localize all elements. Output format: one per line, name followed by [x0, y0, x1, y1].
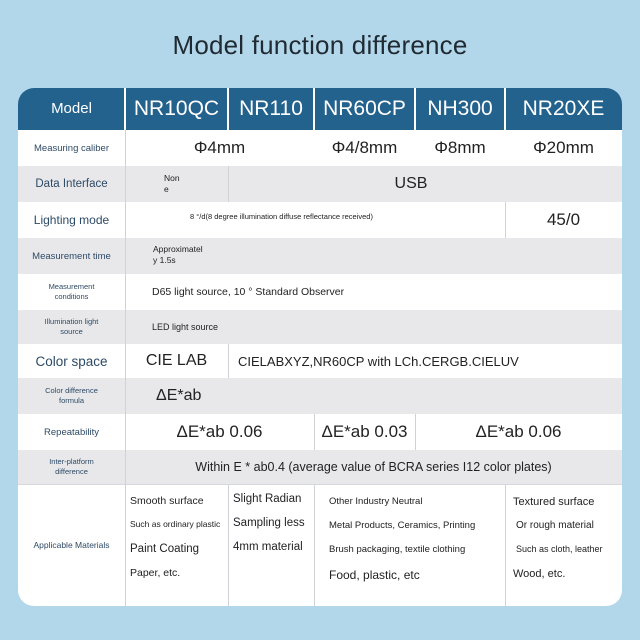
table-header	[18, 88, 622, 130]
value-illumination-light-source: LED light source	[152, 322, 219, 332]
materials-nr20xe-line: Textured surface	[513, 496, 595, 508]
value-color-space-others: CIELABXYZ,NR60CP with LCh.CERGB.CIELUV	[238, 353, 519, 369]
label-formula-line2: formula	[58, 396, 84, 405]
materials-nr10qc-line: Smooth surface	[130, 495, 204, 507]
label-inter-platform-line2: difference	[55, 467, 88, 476]
value-time-line2: y 1.5s	[153, 255, 176, 265]
value-caliber-nr10qc-nr110: Φ4mm	[193, 138, 246, 157]
comparison-table	[18, 88, 622, 606]
value-inter-platform-difference: Within E * ab0.4 (average value of BCRA series I12 color plates)	[195, 460, 552, 474]
label-illumination-line2: source	[60, 327, 83, 336]
header-nh300: NH300	[427, 97, 493, 120]
header-nr60cp: NR60CP	[323, 97, 406, 120]
value-time-line1: Approximatel	[153, 244, 203, 254]
label-color-difference-formula	[18, 378, 125, 414]
label-illumination-line1: Illumination light	[44, 317, 99, 326]
header-nr20xe: NR20XE	[522, 97, 605, 120]
label-conditions-line1: Measurement	[48, 282, 95, 291]
label-formula-line1: Color difference	[45, 386, 98, 395]
materials-nr10qc-line: Paint Coating	[130, 543, 200, 555]
value-color-difference-formula: ΔE*ab	[156, 387, 202, 404]
header-nr110: NR110	[239, 97, 303, 120]
label-applicable-materials: Applicable Materials	[33, 540, 110, 550]
label-measurement-time: Measurement time	[32, 250, 111, 262]
value-interface-nr10qc-line1: Non	[164, 173, 180, 183]
value-measurement-time	[153, 244, 233, 270]
materials-nr110	[233, 493, 313, 565]
value-lighting-nr20xe: 45/0	[546, 210, 581, 229]
cell-divider	[505, 484, 506, 606]
value-interface-usb: USB	[394, 175, 428, 192]
materials-nr110-line: Sampling less	[233, 517, 305, 529]
label-measuring-caliber: Measuring caliber	[34, 142, 109, 154]
materials-nr10qc-line: Such as ordinary plastic	[130, 519, 221, 529]
header-separator	[227, 88, 229, 130]
label-data-interface: Data Interface	[35, 178, 108, 190]
materials-nr10qc	[130, 495, 228, 591]
value-caliber-nh300: Φ8mm	[434, 138, 486, 157]
header-nr10qc: NR10QC	[133, 97, 220, 120]
cell-divider	[228, 484, 229, 606]
label-lighting-mode: Lighting mode	[33, 213, 110, 227]
materials-nr10qc-line: Paper, etc.	[130, 567, 181, 579]
value-measurement-conditions: D65 light source, 10 ° Standard Observer	[152, 286, 345, 298]
value-caliber-nr60cp: Φ4/8mm	[331, 138, 398, 157]
label-inter-platform-line1: Inter-platform	[49, 457, 94, 466]
materials-nr110-line: 4mm material	[233, 541, 303, 553]
label-color-space: Color space	[35, 353, 108, 369]
value-repeatability-nr10qc-nr110: ΔE*ab 0.06	[176, 422, 263, 441]
header-model: Model	[51, 100, 92, 117]
materials-nr20xe	[513, 496, 621, 592]
header-separator	[414, 88, 416, 130]
cell-divider	[228, 344, 229, 378]
value-lighting-main: 8 °/d(8 degree illumination diffuse reflectance received)	[190, 211, 373, 221]
materials-nr60cp-nh300	[329, 496, 504, 592]
materials-nr60cp-line: Food, plastic, etc	[329, 568, 420, 582]
label-illumination-light-source	[18, 310, 125, 344]
materials-nr20xe-line: Or rough material	[516, 520, 594, 531]
materials-nr60cp-line: Other Industry Neutral	[329, 496, 423, 507]
label-inter-platform-difference	[18, 450, 125, 484]
label-measurement-conditions	[18, 274, 125, 310]
value-caliber-nr20xe: Φ20mm	[533, 138, 594, 157]
materials-nr110-line: Slight Radian	[233, 493, 302, 505]
value-interface-nr10qc	[164, 173, 224, 197]
materials-nr60cp-line: Brush packaging, textile clothing	[329, 544, 466, 555]
cell-divider	[314, 484, 315, 606]
value-repeatability-nr60cp: ΔE*ab 0.03	[321, 422, 408, 441]
header-separator	[124, 88, 126, 130]
label-conditions-line2: conditions	[54, 292, 89, 301]
value-repeatability-nh300-nr20xe: ΔE*ab 0.06	[475, 422, 562, 441]
materials-nr20xe-line: Such as cloth, leather	[516, 544, 603, 554]
value-color-space-nr10qc: CIE LAB	[145, 352, 208, 369]
value-interface-nr10qc-line2: e	[164, 184, 169, 194]
materials-nr60cp-line: Metal Products, Ceramics, Printing	[329, 520, 476, 531]
page-title: Model function difference	[172, 30, 468, 60]
header-separator	[313, 88, 315, 130]
materials-nr20xe-line: Wood, etc.	[513, 568, 566, 580]
header-separator	[504, 88, 506, 130]
label-repeatability: Repeatability	[44, 426, 99, 438]
